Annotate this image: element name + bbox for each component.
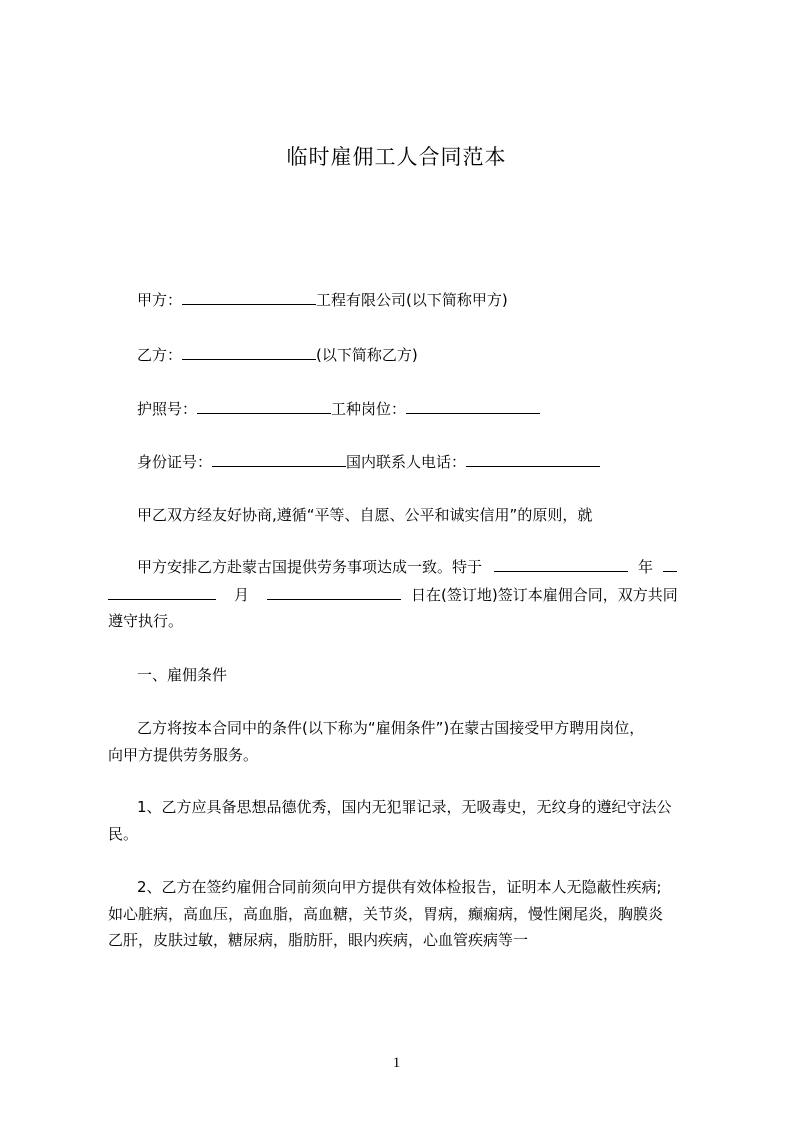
passport-label: 护照号： <box>137 400 198 418</box>
intro-line-3 <box>108 585 678 605</box>
party-b-suffix: (以下简称乙方) <box>316 346 418 364</box>
section-1-para-1-line-1: 乙方将按本合同中的条件(以下称为“雇佣条件”)在蒙古国接受甲方聘用岗位， <box>137 719 645 737</box>
intro-line-1: 甲乙双方经友好协商,遵循“平等、自愿、公平和诚实信用”的原则，就 <box>137 506 593 524</box>
day-blank <box>267 585 401 600</box>
year-blank <box>494 557 628 572</box>
year-label: 年 <box>638 558 654 576</box>
contact-phone-label: 国内联系人电话： <box>346 453 467 471</box>
party-a-blank <box>182 290 316 305</box>
intro-line-3-text: 日在(签订地)签订本雇佣合同，双方共同 <box>411 586 678 604</box>
item-2-line-1: 2、乙方在签约雇佣合同前须向甲方提供有效体检报告，证明本人无隐蔽性疾病; <box>137 878 662 896</box>
intro-line-2-text: 甲方安排乙方赴蒙古国提供劳务事项达成一致。特于 <box>137 558 483 576</box>
id-card-blank <box>212 452 346 467</box>
intro-line-4: 遵守执行。 <box>108 612 184 630</box>
section-1-heading: 一、雇佣条件 <box>137 666 228 684</box>
intro-line-2 <box>137 557 677 577</box>
month-blank-start <box>663 557 677 572</box>
party-b-label: 乙方： <box>137 346 183 364</box>
id-card-line <box>137 452 600 472</box>
item-2-line-3: 乙肝，皮肤过敏，糖尿病，脂肪肝，眼内疾病，心血管疾病等一 <box>108 931 529 949</box>
party-a-line <box>137 290 508 310</box>
party-b-line <box>137 345 418 365</box>
contact-phone-blank <box>466 452 600 467</box>
item-2-line-2: 如心脏病，高血压，高血脂，高血糖，关节炎，胃病，癫痫病，慢性阑尾炎，胸膜炎 <box>108 905 664 923</box>
job-position-blank <box>406 399 540 414</box>
party-b-blank <box>182 345 316 360</box>
item-1-line-1: 1、乙方应具备思想品德优秀，国内无犯罪记录，无吸毒史，无纹身的遵纪守法公 <box>137 798 672 816</box>
page-number: 1 <box>392 1055 401 1071</box>
party-a-suffix: 工程有限公司(以下简称甲方) <box>316 291 508 309</box>
job-position-label: 工种岗位： <box>331 400 407 418</box>
id-card-label: 身份证号： <box>137 453 213 471</box>
item-1-line-2: 民。 <box>108 825 139 843</box>
passport-blank <box>197 399 331 414</box>
month-label: 月 <box>234 586 250 604</box>
document-title: 临时雇佣工人合同范本 <box>286 145 507 169</box>
section-1-para-1-line-2: 向甲方提供劳务服务。 <box>108 746 259 764</box>
month-blank <box>108 585 216 600</box>
party-a-label: 甲方： <box>137 291 183 309</box>
passport-line <box>137 399 540 419</box>
